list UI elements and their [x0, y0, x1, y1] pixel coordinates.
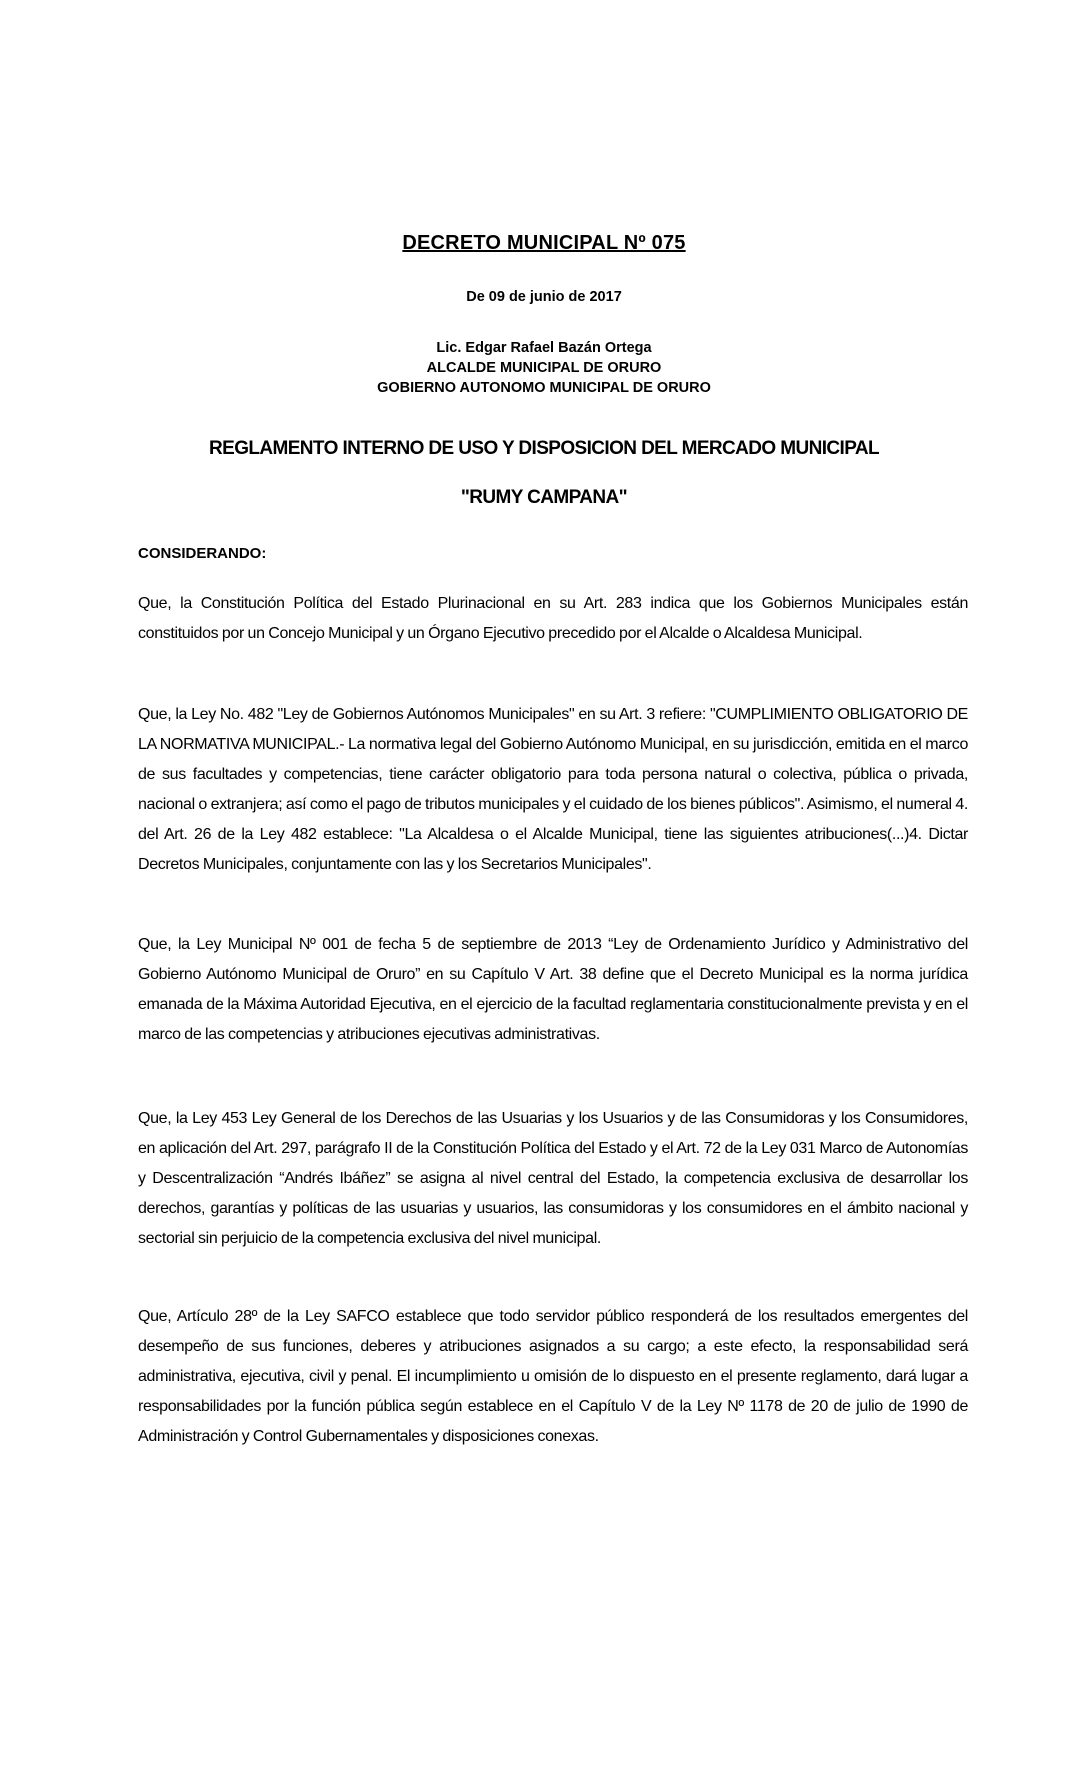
issuer-organization: GOBIERNO AUTONOMO MUNICIPAL DE ORURO — [377, 380, 711, 396]
paragraph: Que, la Ley No. 482 "Ley de Gobiernos Autónomos Municipales" en su Art. 3 refiere: "CUMPLIMIENTO OBLIGATORIO DE LA NORMATIVA MUNICIPAL.- La normativa legal del Gobierno Autónomo Municipal, en su jurisdicción, emitida en el marco de sus facultades y competencias, tiene carácter obligatorio para toda persona natural o colectiva, pública o privada, nacional o extranjera; así como el pago de tributos municipales y el cuidado de los bienes públicos". Asimismo, el numeral 4. del Art. 26 de la Ley 482 establece: "La Alcaldesa o el Alcalde Municipal, tiene las siguientes atribuciones(...)4. Dictar Decretos Municipales, conjuntamente con las y los Secretarios Municipales". — [138, 706, 968, 873]
considerando-heading: CONSIDERANDO: — [138, 545, 267, 562]
paragraph: Que, la Constitución Política del Estado Plurinacional en su Art. 283 indica que los Gobiernos Municipales están constituidos por un Concejo Municipal y un Órgano Ejecutivo precedido por el Alcalde o Alcaldesa Municipal. — [138, 595, 968, 642]
paragraph: Que, la Ley 453 Ley General de los Derechos de las Usuarias y los Usuarios y de las Consumidoras y los Consumidores, en aplicación del Art. 297, parágrafo II de la Constitución Política del Estado y el Art. 72 de la Ley 031 Marco de Autonomías y Descentralización “Andrés Ibáñez” se asigna al nivel central del Estado, la competencia exclusiva de desarrollar los derechos, garantías y políticas de las usuarias y usuarios, las consumidoras y los consumidores en el ámbito nacional y sectorial sin perjuicio de la competencia exclusiva del nivel municipal. — [138, 1110, 968, 1247]
decree-title: DECRETO MUNICIPAL Nº 075 — [402, 232, 686, 254]
decree-date: De 09 de junio de 2017 — [466, 289, 622, 305]
issuer-name: Lic. Edgar Rafael Bazán Ortega — [436, 340, 652, 356]
paragraph: Que, la Ley Municipal Nº 001 de fecha 5 de septiembre de 2013 “Ley de Ordenamiento Jurídico y Administrativo del Gobierno Autónomo Municipal de Oruro” en su Capítulo V Art. 38 define que el Decreto Municipal es la norma jurídica emanada de la Máxima Autoridad Ejecutiva, en el ejercicio de la facultad reglamentaria constitucionalmente prevista y en el marco de las competencias y atribuciones ejecutivas administrativas. — [138, 936, 968, 1043]
issuer-block — [0, 338, 1088, 398]
paragraph: Que, Artículo 28º de la Ley SAFCO establece que todo servidor público responderá de los resultados emergentes del desempeño de sus funciones, deberes y atribuciones asignados a su cargo; a este efecto, la responsabilidad será administrativa, ejecutiva, civil y penal. El incumplimiento u omisión de lo dispuesto en el presente reglamento, dará lugar a responsabilidades por la función pública según establece en el Capítulo V de la Ley Nº 1178 de 20 de julio de 1990 de Administración y Control Gubernamentales y disposiciones conexas. — [138, 1308, 968, 1445]
regulation-subtitle: "RUMY CAMPANA" — [460, 487, 628, 508]
issuer-role: ALCALDE MUNICIPAL DE ORURO — [426, 360, 662, 376]
regulation-title: REGLAMENTO INTERNO DE USO Y DISPOSICION DEL MERCADO MUNICIPAL — [209, 438, 879, 459]
